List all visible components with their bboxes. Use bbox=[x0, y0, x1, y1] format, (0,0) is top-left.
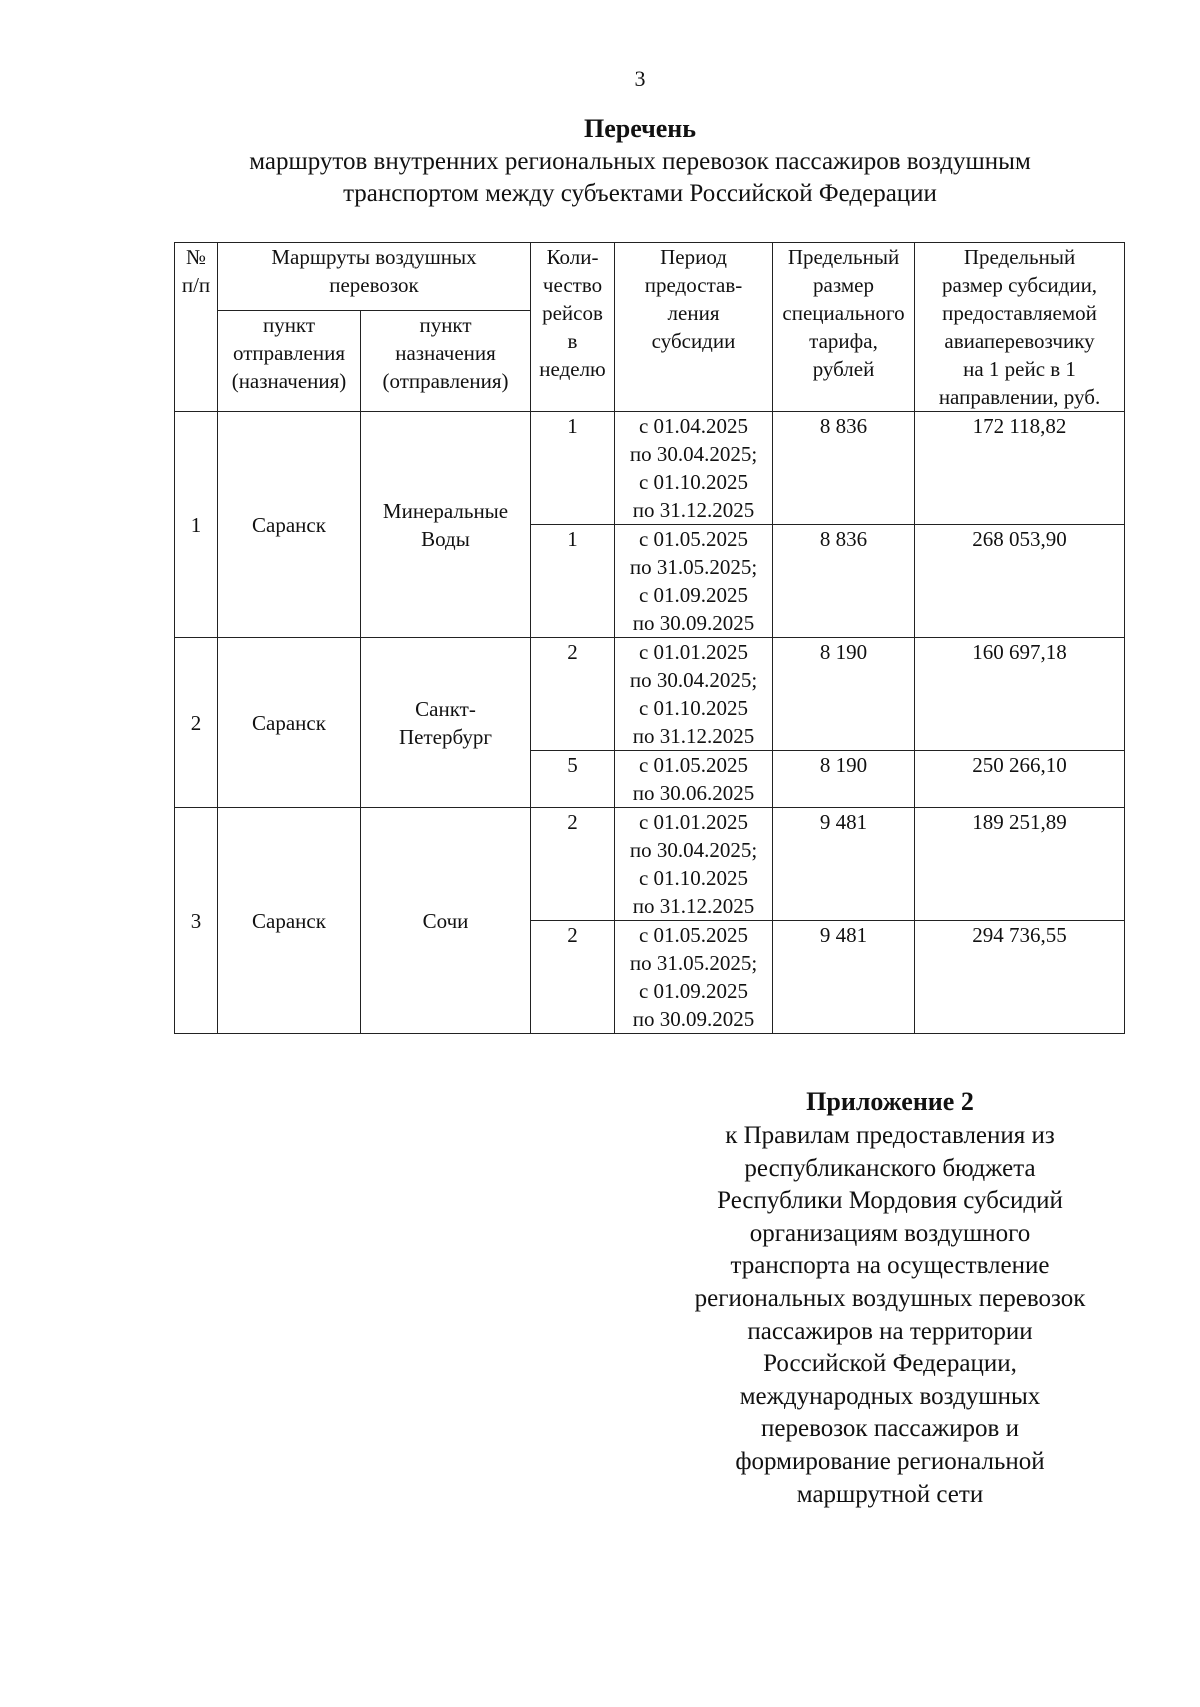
subsidy-value: 268 053,90 bbox=[915, 525, 1125, 638]
subsidy-value: 172 118,82 bbox=[915, 412, 1125, 525]
route-num: 1 bbox=[175, 412, 218, 638]
appendix-line: пассажиров на территории bbox=[747, 1317, 1033, 1345]
header-departure: пункт отправления (назначения) bbox=[218, 310, 361, 411]
flights-per-week: 2 bbox=[531, 638, 615, 751]
subsidy-value: 250 266,10 bbox=[915, 751, 1125, 808]
route-from: Саранск bbox=[218, 808, 361, 1034]
subsidy-period: с 01.05.2025 по 31.05.2025; с 01.09.2025 по 30.09.2025 bbox=[615, 921, 773, 1034]
appendix-line: региональных воздушных перевозок bbox=[694, 1284, 1086, 1312]
document-subtitle-line: маршрутов внутренних региональных перевозок пассажиров воздушным bbox=[249, 148, 1031, 175]
subsidy-period: с 01.01.2025 по 30.04.2025; с 01.10.2025 по 31.12.2025 bbox=[615, 638, 773, 751]
tariff-value: 9 481 bbox=[773, 808, 915, 921]
appendix-title: Приложение 2 bbox=[806, 1087, 974, 1116]
table-row bbox=[175, 808, 1125, 921]
route-from: Саранск bbox=[218, 638, 361, 808]
flights-per-week: 2 bbox=[531, 921, 615, 1034]
subsidy-value: 189 251,89 bbox=[915, 808, 1125, 921]
appendix-block bbox=[660, 1084, 1120, 1511]
tariff-value: 8 190 bbox=[773, 638, 915, 751]
tariff-value: 8 190 bbox=[773, 751, 915, 808]
header-routes: Маршруты воздушных перевозок bbox=[218, 243, 531, 311]
header-tariff: Предельный размер специального тарифа, рублей bbox=[773, 243, 915, 412]
routes-table bbox=[174, 242, 1125, 1034]
subsidy-period: с 01.05.2025 по 30.06.2025 bbox=[615, 751, 773, 808]
table-row bbox=[175, 412, 1125, 525]
subsidy-period: с 01.05.2025 по 31.05.2025; с 01.09.2025 по 30.09.2025 bbox=[615, 525, 773, 638]
tariff-value: 9 481 bbox=[773, 921, 915, 1034]
subsidy-value: 160 697,18 bbox=[915, 638, 1125, 751]
flights-per-week: 1 bbox=[531, 525, 615, 638]
route-to: Сочи bbox=[361, 808, 531, 1034]
subsidy-period: с 01.04.2025 по 30.04.2025; с 01.10.2025 по 31.12.2025 bbox=[615, 412, 773, 525]
document-title: Перечень bbox=[583, 114, 697, 143]
header-subsidy: Предельный размер субсидии, предоставляемой авиаперевозчику на 1 рейс в 1 направлении, руб. bbox=[915, 243, 1125, 412]
subsidy-period: с 01.01.2025 по 30.04.2025; с 01.10.2025 по 31.12.2025 bbox=[615, 808, 773, 921]
subsidy-value: 294 736,55 bbox=[915, 921, 1125, 1034]
header-period: Период предостав- ления субсидии bbox=[615, 243, 773, 412]
appendix-line: Российской Федерации, bbox=[763, 1350, 1017, 1378]
route-to: Санкт- Петербург bbox=[361, 638, 531, 808]
route-to: Минеральные Воды bbox=[361, 412, 531, 638]
appendix-line: организациям воздушного bbox=[749, 1219, 1031, 1247]
appendix-line: Республики Мордовия субсидий bbox=[717, 1187, 1063, 1215]
appendix-line: к Правилам предоставления из bbox=[725, 1122, 1055, 1149]
appendix-line: маршрутной сети bbox=[796, 1480, 984, 1508]
flights-per-week: 1 bbox=[531, 412, 615, 525]
tariff-value: 8 836 bbox=[773, 412, 915, 525]
flights-per-week: 2 bbox=[531, 808, 615, 921]
appendix-line: международных воздушных bbox=[739, 1382, 1041, 1410]
table-row bbox=[175, 638, 1125, 751]
flights-per-week: 5 bbox=[531, 751, 615, 808]
tariff-value: 8 836 bbox=[773, 525, 915, 638]
route-num: 2 bbox=[175, 638, 218, 808]
route-from: Саранск bbox=[218, 412, 361, 638]
document-heading bbox=[0, 112, 1200, 210]
route-num: 3 bbox=[175, 808, 218, 1034]
appendix-line: перевозок пассажиров и bbox=[761, 1415, 1019, 1443]
table-header-row bbox=[175, 243, 1125, 311]
appendix-line: формирование региональной bbox=[735, 1447, 1045, 1475]
header-num: № п/п bbox=[175, 243, 218, 412]
page-number: 3 bbox=[634, 66, 646, 91]
header-flights: Коли- чество рейсов в неделю bbox=[531, 243, 615, 412]
appendix-line: республиканского бюджета bbox=[744, 1154, 1036, 1182]
document-subtitle-line: транспортом между субъектами Российской Федерации bbox=[343, 180, 937, 207]
header-destination: пункт назначения (отправления) bbox=[361, 310, 531, 411]
appendix-line: транспорта на осуществление bbox=[730, 1252, 1050, 1280]
